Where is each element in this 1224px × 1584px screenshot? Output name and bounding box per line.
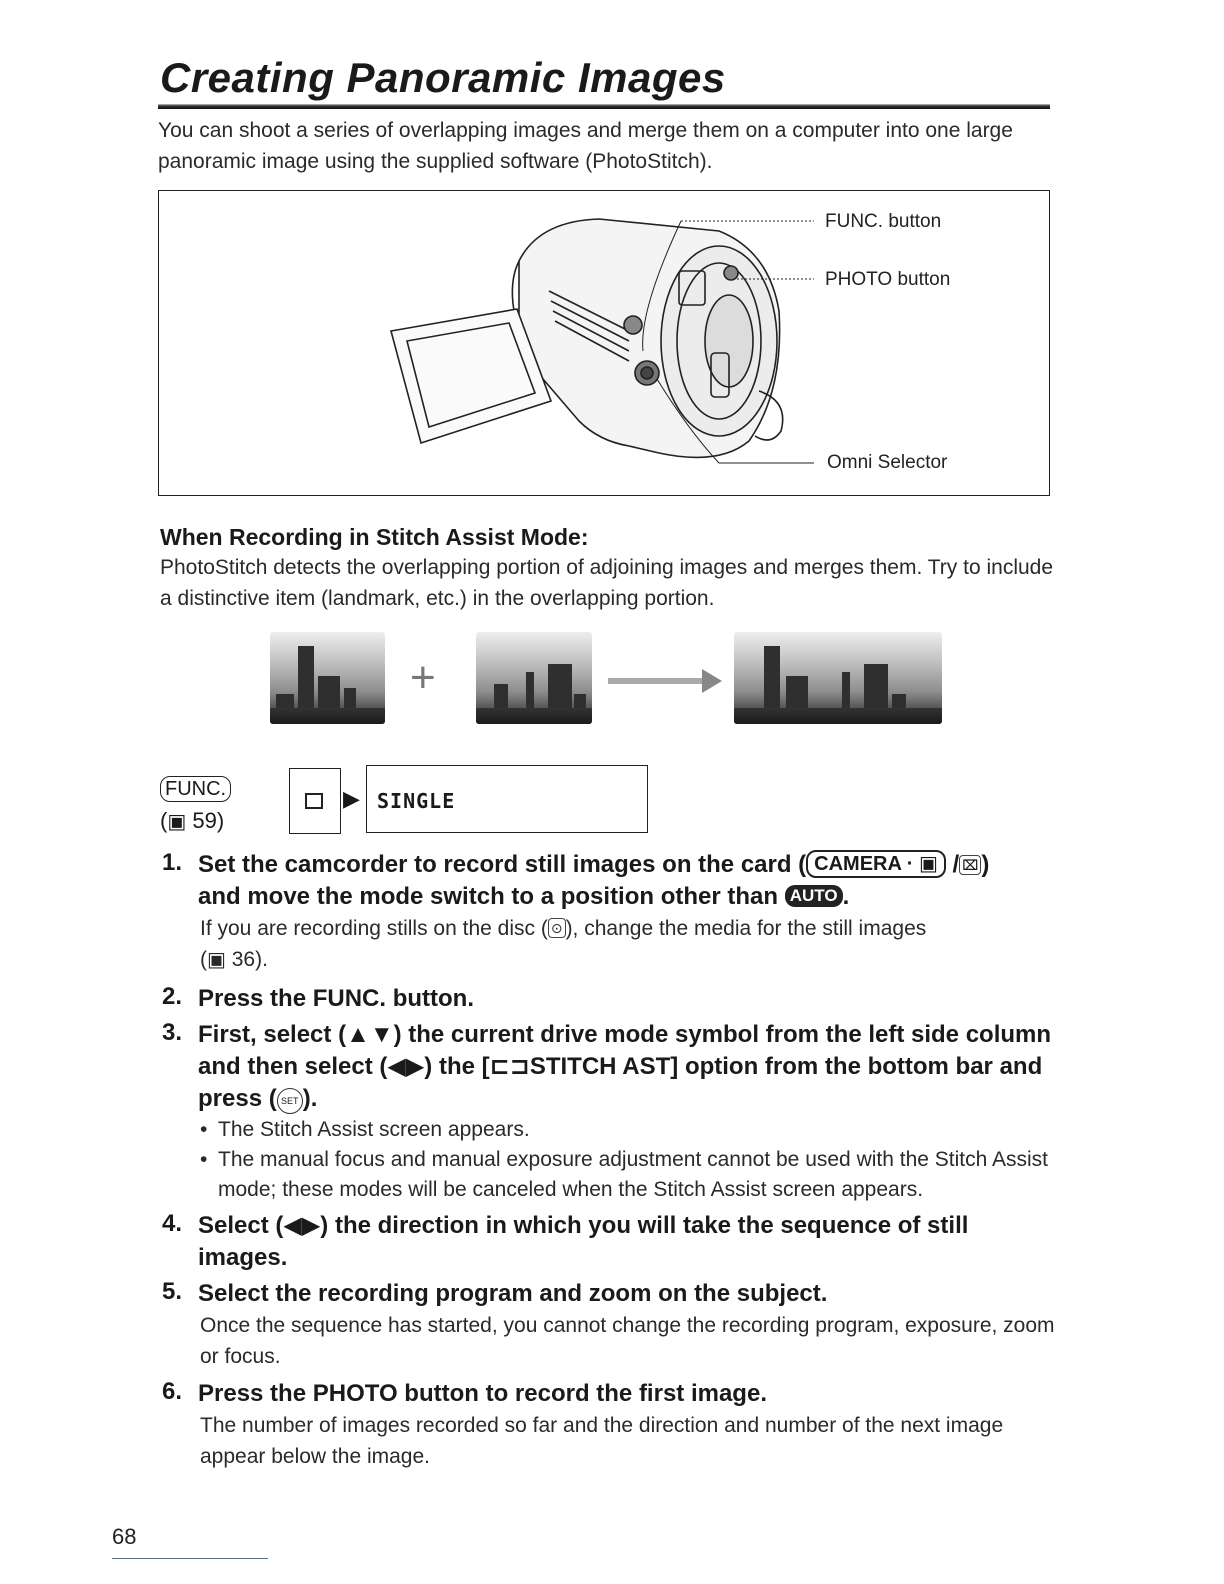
step-number: 4. xyxy=(162,1210,183,1237)
photo-right xyxy=(476,632,592,724)
step-title: Select (◀▶) the direction in which you will take the sequence of still images. xyxy=(198,1212,969,1271)
auto-mode-badge: AUTO xyxy=(785,885,843,907)
stitch-heading: When Recording in Stitch Assist Mode: xyxy=(160,524,589,550)
up-down-arrows-icon: ▲▼ xyxy=(346,1021,394,1048)
page-number: 68 xyxy=(112,1524,137,1549)
page-title: Creating Panoramic Images xyxy=(160,54,726,101)
step-number: 1. xyxy=(162,849,183,876)
step-body: Once the sequence has started, you cannot change the recording program, exposure, zoom or focus. xyxy=(200,1314,1055,1368)
menu-arrow-icon: ▶ xyxy=(343,786,360,811)
callout-omni-selector: Omni Selector xyxy=(827,452,948,473)
single-mode-icon xyxy=(305,793,323,809)
photo-merged xyxy=(734,632,942,724)
photo-left xyxy=(270,632,385,724)
menu-value-box xyxy=(366,765,648,833)
merge-arrow xyxy=(608,666,724,696)
step-title: First, select (▲▼) the current drive mode symbol from the left side column and then select (◀▶) the [⊏⊐STITCH AST] option from the bottom bar and press ( SET ). xyxy=(198,1021,1052,1112)
func-page-reference: (▣ 59) xyxy=(160,808,225,833)
callout-photo-button: PHOTO button xyxy=(825,269,951,290)
step-number: 6. xyxy=(162,1378,183,1405)
step-title: Select the recording program and zoom on the subject. xyxy=(198,1280,828,1307)
step-number: 3. xyxy=(162,1019,183,1046)
intro-paragraph: You can shoot a series of overlapping images and merge them on a computer into one large panoramic image using the supplied software (PhotoStitch). xyxy=(158,119,1013,173)
step-title: Set the camcorder to record still images on the card ( CAMERA · ▣ / ⌧ ) and move the mode switch to a position other than AUTO . xyxy=(198,851,990,910)
camcorder-figure xyxy=(158,190,1050,496)
callout-func-button: FUNC. button xyxy=(825,211,942,232)
step-number: 5. xyxy=(162,1278,183,1305)
step-title: Press the FUNC. button. xyxy=(198,985,475,1012)
step-title: Press the PHOTO button to record the first image. xyxy=(198,1380,767,1407)
card-icon: ⌧ xyxy=(959,855,981,875)
bullet-item: • The Stitch Assist screen appears. xyxy=(200,1118,530,1141)
stitch-paragraph: PhotoStitch detects the overlapping portion of adjoining images and merges them. Try to include a distinctive item (landmark, etc.) in the overlapping portion. xyxy=(160,556,1054,610)
title-rule xyxy=(158,104,1050,109)
bullet-item: • The manual focus and manual exposure adjustment cannot be used with the Stitch Assist mode; these modes will be canceled when the Stitch Assist screen appears. xyxy=(200,1148,1048,1201)
stitch-icon: ⊏⊐ xyxy=(489,1053,530,1080)
book-icon: ▣ xyxy=(167,811,187,833)
set-button-icon: SET xyxy=(277,1088,303,1114)
plus-sign: + xyxy=(410,653,436,702)
disc-icon: ⊙ xyxy=(548,918,566,938)
func-button-label: FUNC. xyxy=(160,776,231,802)
step-body: If you are recording stills on the disc ( ⊙ ), change the media for the still images (▣ 36). xyxy=(200,913,1060,976)
page-footer-rule xyxy=(112,1558,268,1559)
step-body: The number of images recorded so far and the direction and number of the next image appear below the image. xyxy=(200,1414,1004,1468)
drive-mode-icon-box xyxy=(289,768,341,834)
left-right-arrows-icon: ◀▶ xyxy=(387,1053,425,1080)
camera-mode-badge: CAMERA · ▣ xyxy=(806,850,946,878)
left-right-arrows-icon: ◀▶ xyxy=(283,1212,321,1239)
menu-value: SINGLE xyxy=(377,789,456,813)
book-icon: ▣ xyxy=(207,949,226,971)
step-number: 2. xyxy=(162,983,183,1010)
